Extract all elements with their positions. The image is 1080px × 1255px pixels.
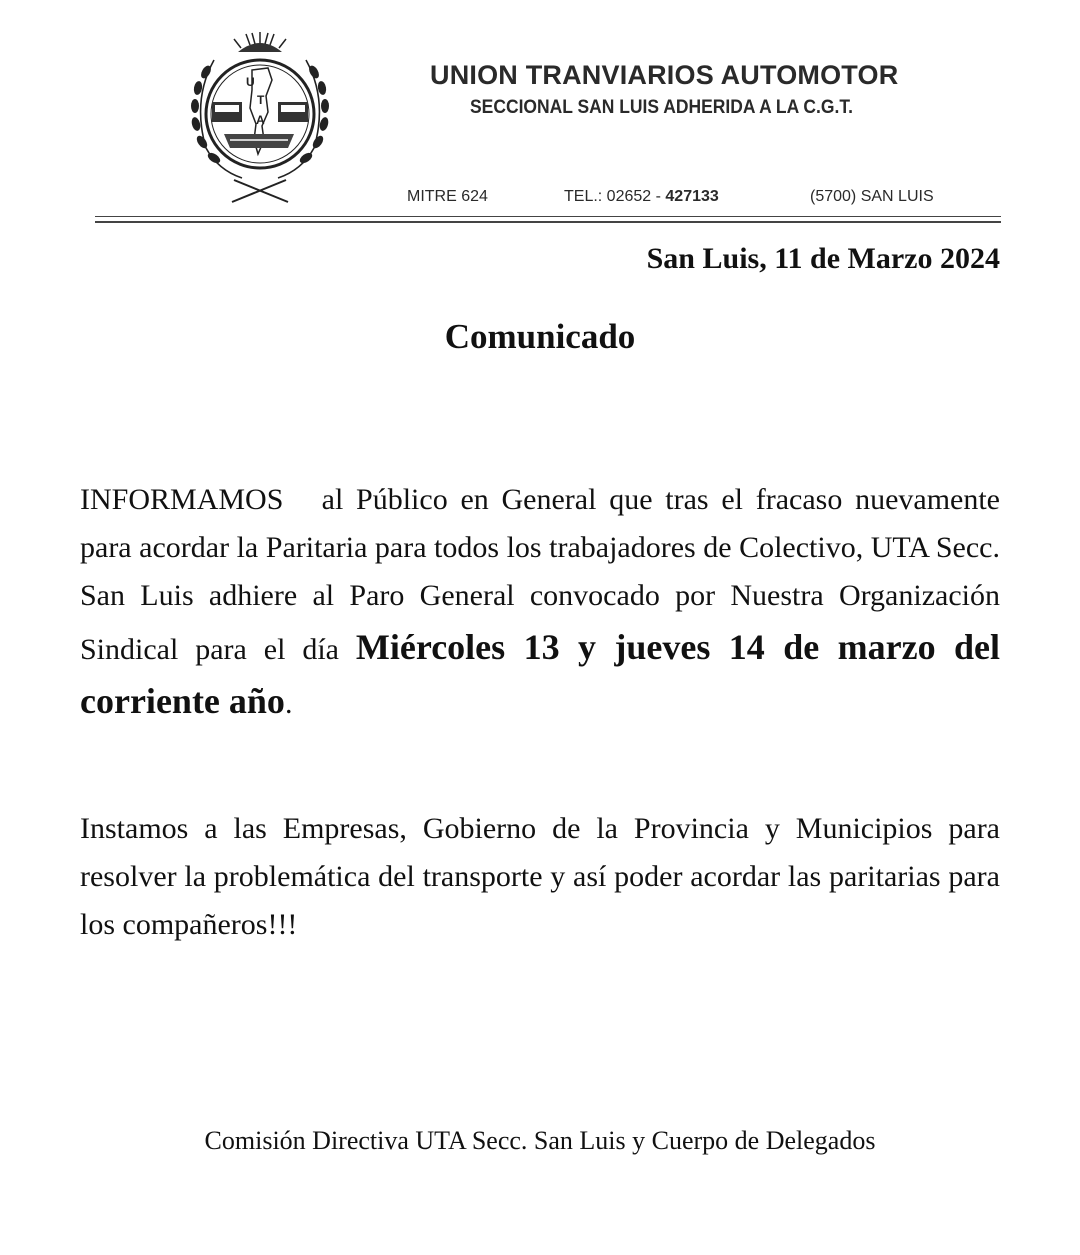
logo-letter-u: U	[246, 75, 255, 89]
postal-city: (5700) SAN LUIS	[810, 188, 934, 205]
organization-subtitle: SECCIONAL SAN LUIS ADHERIDA A LA C.G.T.	[470, 97, 853, 118]
telephone-prefix: TEL.: 02652 -	[564, 188, 666, 205]
telephone	[564, 188, 719, 206]
appeal-paragraph: Instamos a las Empresas, Gobierno de la Provincia y Municipios para resolver la problemática del transporte y así poder acordar las paritarias para los compañeros!!!	[80, 812, 1000, 941]
announcement-paragraph	[80, 476, 1000, 728]
header-divider-thin	[95, 216, 1001, 217]
telephone-number: 427133	[665, 188, 719, 205]
document-title: Comunicado	[444, 317, 636, 356]
logo-letter-t: T	[257, 93, 265, 107]
header-divider-thick	[95, 221, 1001, 223]
document-date: San Luis, 11 de Marzo 2024	[646, 242, 1000, 275]
announcement-period: .	[284, 687, 293, 720]
organization-name: UNION TRANVIARIOS AUTOMOTOR	[430, 60, 899, 90]
address: MITRE 624	[407, 188, 488, 205]
strike-dates-highlight: Miércoles 13 y jueves 14 de marzo del corriente año	[80, 627, 1000, 721]
signature-line: Comisión Directiva UTA Secc. San Luis y Cuerpo de Delegados	[204, 1126, 876, 1155]
uta-emblem-logo	[184, 30, 336, 206]
logo-letter-a: A	[256, 113, 265, 127]
announcement-intro: INFORMAMOS al Público en General que tras el fracaso nuevamente para acordar la Paritaria para todos los trabajadores de Colectivo, UTA Secc. San Luis adhiere al Paro General convocado por Nuestra Organización Sindical para el día	[80, 483, 1000, 666]
